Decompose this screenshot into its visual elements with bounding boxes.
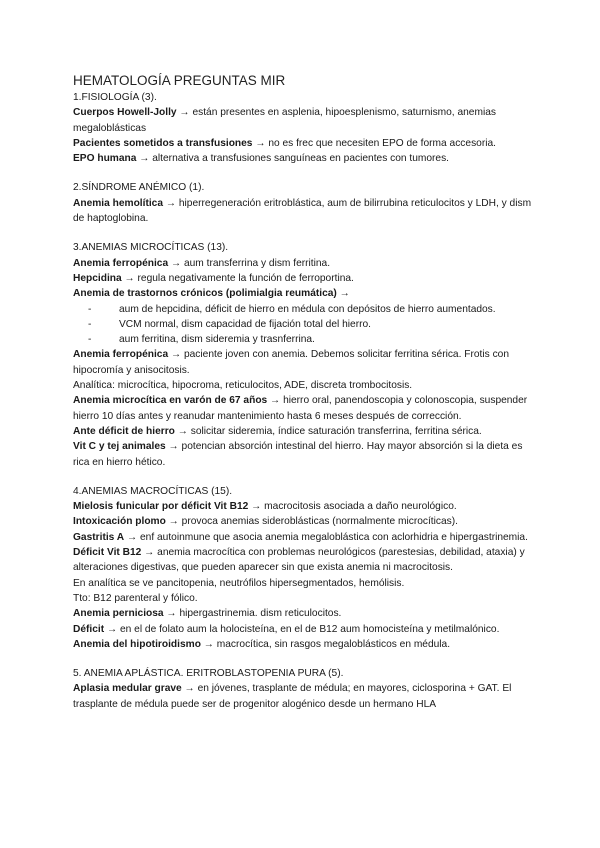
- term: Anemia ferropénica: [73, 349, 169, 361]
- note-line: [73, 606, 535, 621]
- note-line: [73, 393, 535, 424]
- note-line: [73, 105, 535, 136]
- note-line: [73, 286, 535, 301]
- note-text: En analítica se ve pancitopenia, neutrófilos hipersegmentados, hemólisis.: [73, 577, 405, 589]
- note-line: [73, 439, 535, 470]
- note-line: [73, 499, 535, 514]
- term: Cuerpos Howell-Jolly: [73, 107, 177, 119]
- term: Anemia microcítica en varón de 67 años: [73, 395, 268, 407]
- section-heading: 1.FISIOLOGÍA (3).: [73, 92, 157, 103]
- section: [73, 90, 535, 166]
- bullet-item: - VCM normal, dism capacidad de fijación total del hierro.: [73, 317, 535, 332]
- note-text: → no es frec que necesiten EPO de forma accesoria.: [252, 137, 496, 149]
- note-line: [73, 196, 535, 227]
- note-text: Analítica: microcítica, hipocroma, reticulocitos, ADE, discreta trombocitosis.: [73, 380, 413, 392]
- note-line: [73, 378, 535, 393]
- note-text: → aum transferrina y dism ferritina.: [168, 257, 331, 269]
- section-heading: 3.ANEMIAS MICROCÍTICAS (13).: [73, 242, 229, 254]
- note-text: → regula negativamente la función de ferroportina.: [121, 272, 354, 284]
- section: [73, 666, 535, 712]
- note-line: [73, 256, 535, 271]
- section-heading: 5. ANEMIA APLÁSTICA. ERITROBLASTOPENIA PURA (5).: [73, 668, 344, 680]
- term: Anemia del hipotiroidismo: [73, 638, 201, 650]
- note-line: [73, 151, 535, 166]
- note-text: → hipergastrinemia. dism reticulocitos.: [163, 608, 342, 620]
- note-text: →: [336, 288, 350, 300]
- term: Pacientes sometidos a transfusiones: [73, 137, 253, 149]
- document-title: HEMATOLOGÍA PREGUNTAS MIR: [73, 73, 286, 88]
- note-text: → solicitar sideremia, índice saturación transferrina, ferritina sérica.: [174, 425, 482, 437]
- note-text: Tto: B12 parenteral y fólico.: [73, 592, 198, 604]
- term: Mielosis funicular por déficit Vit B12: [73, 501, 249, 513]
- note-text: → hierro oral, panendoscopia y colonoscopia, suspender hierro 10 días antes y reanudar mantenimiento hasta 6 meses después de corrección.: [73, 395, 528, 422]
- term: Anemia ferropénica: [73, 257, 169, 269]
- sections-container: [73, 90, 535, 712]
- note-text: → macrocitosis asociada a daño neurológico.: [248, 501, 457, 513]
- term: Ante déficit de hierro: [73, 425, 175, 437]
- note-line: [73, 681, 535, 712]
- note-text: → macrocítica, sin rasgos megaloblásticos en médula.: [200, 638, 451, 650]
- section-heading: 4.ANEMIAS MACROCÍTICAS (15).: [73, 485, 233, 497]
- note-line: [73, 271, 535, 286]
- note-text: → en jóvenes, trasplante de médula; en mayores, ciclosporina + GAT. El trasplante de médula puede ser de progenitor alogénico desde un hermano HLA: [73, 683, 512, 710]
- note-line: [73, 622, 535, 637]
- term: Gastritis A: [73, 531, 125, 543]
- section-heading: 2.SÍNDROME ANÉMICO (1).: [73, 182, 205, 194]
- note-text: → provoca anemias sideroblásticas (normalmente microcíticas).: [165, 516, 458, 528]
- note-text: → en el de folato aum la holocisteína, en el de B12 aum homocisteína y metilmalónico.: [104, 623, 500, 635]
- section: [73, 180, 535, 226]
- note-line: [73, 576, 535, 591]
- term: Vit C y tej animales: [73, 441, 166, 453]
- note-line: [73, 136, 535, 151]
- bullet-list: [73, 302, 535, 348]
- note-text: → alternativa a transfusiones sanguíneas en pacientes con tumores.: [136, 153, 450, 165]
- term: Anemia hemolítica: [73, 197, 164, 209]
- note-text: → hiperregeneración eritroblástica, aum de bilirrubina reticulocitos y LDH, y dism de haptoglobina.: [73, 197, 532, 225]
- section: [73, 240, 535, 469]
- note-line: [73, 347, 535, 378]
- term: Déficit Vit B12: [73, 547, 142, 559]
- note-text: → anemia macrocítica con problemas neurológicos (parestesias, debilidad, ataxia) y alteraciones digestivas, que pueden aparecer sin que exista anemia ni macrocitosis.: [73, 547, 525, 574]
- bullet-item: - aum ferritina, dism sideremia y trasnferrina.: [73, 332, 535, 347]
- term: Déficit: [73, 623, 105, 635]
- note-line: [73, 424, 535, 439]
- note-line: [73, 591, 535, 606]
- note-text: → potencian absorción intestinal del hierro. Hay mayor absorción si la dieta es rica en hierro hético.: [73, 441, 523, 468]
- note-line: [73, 545, 535, 576]
- document-content: [73, 72, 535, 712]
- section: [73, 484, 535, 652]
- note-line: [73, 637, 535, 652]
- bullet-item: - aum de hepcidina, déficit de hierro en médula con depósitos de hierro aumentados.: [73, 302, 535, 317]
- note-line: [73, 514, 535, 529]
- term: Anemia de trastornos crónicos (polimialgia reumática): [73, 288, 337, 300]
- term: EPO humana: [73, 153, 137, 165]
- note-line: [73, 530, 535, 545]
- note-text: → están presentes en asplenia, hipoesplenismo, saturnismo, anemias megaloblásticas: [73, 107, 496, 134]
- term: Hepcidina: [73, 272, 122, 284]
- note-text: → paciente joven con anemia. Debemos solicitar ferritina sérica. Frotis con hipocromía y anisocitosis.: [73, 349, 509, 376]
- note-text: → enf autoinmune que asocia anemia megaloblástica con aclorhidria e hipergastrinemia.: [124, 531, 528, 543]
- term: Anemia perniciosa: [73, 608, 164, 620]
- term: Aplasia medular grave: [73, 683, 182, 695]
- term: Intoxicación plomo: [73, 516, 166, 528]
